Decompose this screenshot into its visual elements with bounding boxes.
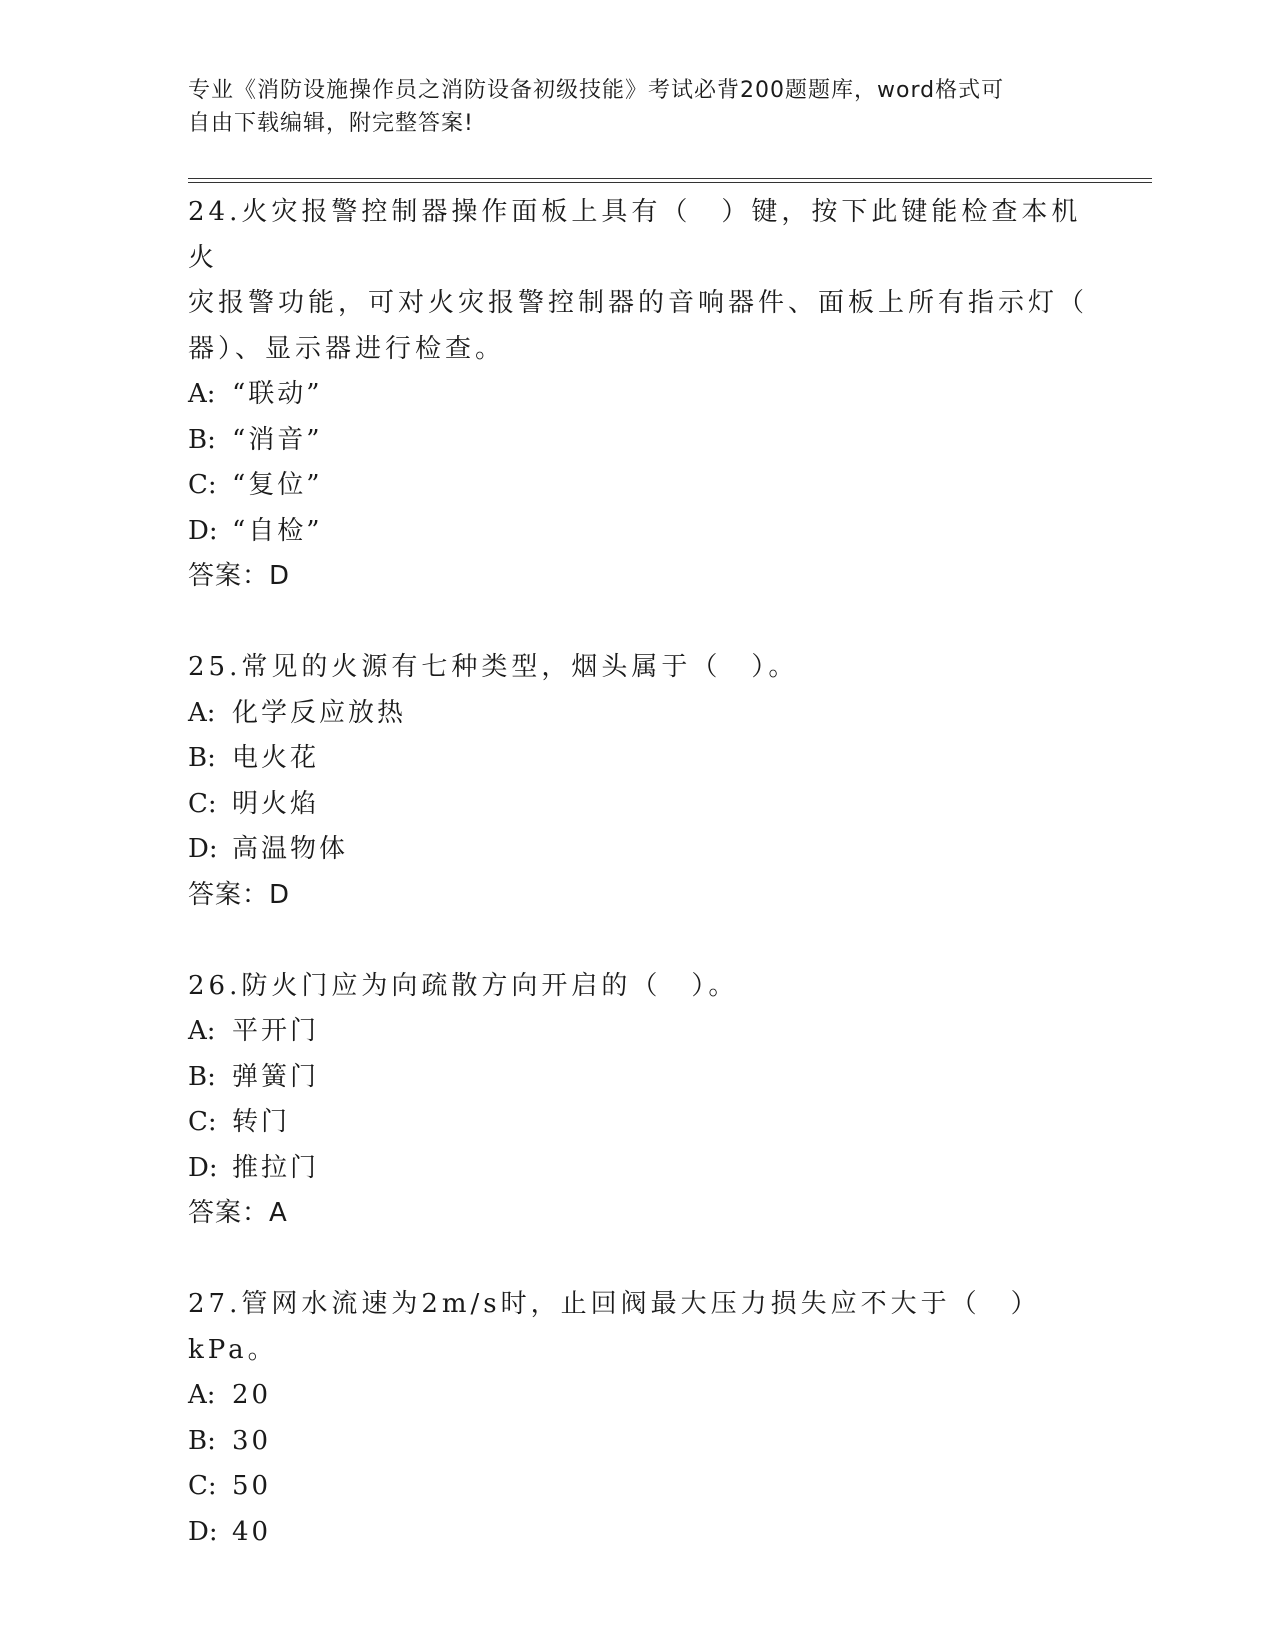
option-b (188, 1055, 1088, 1101)
option-d (188, 509, 1088, 555)
option-label: D: (188, 1152, 218, 1183)
option-d (188, 1510, 1088, 1556)
option-c (188, 782, 1088, 828)
option-label: C: (188, 1107, 217, 1137)
option-label: D: (188, 1516, 218, 1547)
option-text: 平开门 (232, 1016, 320, 1046)
option-c (188, 463, 1088, 509)
question-stem-line: 24.火灾报警控制器操作面板上具有（ ）键，按下此键能检查本机火 (188, 197, 1082, 273)
option-text: “消音” (232, 424, 323, 455)
option-b (188, 418, 1088, 464)
question-24 (188, 190, 1088, 600)
option-label: A: (188, 1380, 216, 1410)
option-text: 40 (232, 1516, 272, 1547)
question-stem-line: 26.防火门应为向疏散方向开启的（ ）。 (188, 970, 739, 1001)
option-label: A: (188, 379, 216, 409)
header-divider-top (188, 178, 1152, 179)
option-a (188, 1373, 1088, 1419)
option-a (188, 372, 1088, 418)
option-c (188, 1100, 1088, 1146)
option-text: 化学反应放热 (232, 697, 407, 728)
option-text: 30 (232, 1425, 272, 1456)
option-text: 20 (232, 1380, 272, 1410)
header-line-1: 专业《消防设施操作员之消防设备初级技能》考试必背200题题库，word格式可 (188, 78, 1005, 103)
answer-line: 答案：A (188, 1198, 288, 1228)
option-label: D: (188, 834, 218, 864)
option-text: “自检” (232, 515, 323, 546)
option-text: 明火焰 (232, 788, 320, 819)
header-line-2: 自由下载编辑，附完整答案! (188, 111, 474, 136)
option-b (188, 736, 1088, 782)
spacer (188, 600, 1088, 646)
question-stem-line: 27.管网水流速为2m/s时，止回阀最大压力损失应不大于（ ）kPa。 (188, 1289, 1041, 1365)
option-text: 弹簧门 (232, 1061, 320, 1092)
option-text: 50 (232, 1471, 272, 1501)
answer-line: 答案：D (188, 879, 291, 910)
option-c (188, 1464, 1088, 1510)
document-header (188, 74, 1068, 140)
option-a (188, 691, 1088, 737)
option-label: A: (188, 1016, 216, 1046)
question-stem-line: 器）、显示器进行检查。 (188, 333, 506, 364)
option-text: 高温物体 (232, 834, 349, 864)
option-d (188, 827, 1088, 873)
question-stem-line: 25.常见的火源有七种类型，烟头属于（ ）。 (188, 652, 799, 682)
option-b (188, 1419, 1088, 1465)
option-label: B: (188, 1061, 216, 1092)
option-label: C: (188, 788, 217, 819)
option-d (188, 1146, 1088, 1192)
option-label: C: (188, 1471, 217, 1501)
header-divider-bottom (188, 182, 1152, 183)
spacer (188, 1237, 1088, 1283)
question-27 (188, 1282, 1088, 1555)
question-26 (188, 964, 1088, 1237)
option-text: 转门 (232, 1107, 291, 1137)
option-label: B: (188, 1425, 216, 1456)
option-text: 电火花 (232, 743, 320, 773)
question-stem-line: 灾报警功能，可对火灾报警控制器的音响器件、面板上所有指示灯（ (188, 288, 1089, 318)
option-text: “复位” (232, 470, 323, 500)
option-label: D: (188, 515, 218, 546)
option-label: B: (188, 743, 216, 773)
spacer (188, 918, 1088, 964)
option-text: 推拉门 (232, 1152, 320, 1183)
question-list (188, 190, 1088, 1555)
option-label: B: (188, 424, 216, 455)
question-25 (188, 645, 1088, 918)
option-label: A: (188, 697, 216, 728)
option-label: C: (188, 470, 217, 500)
option-text: “联动” (232, 379, 323, 409)
answer-line: 答案：D (188, 561, 291, 591)
option-a (188, 1009, 1088, 1055)
